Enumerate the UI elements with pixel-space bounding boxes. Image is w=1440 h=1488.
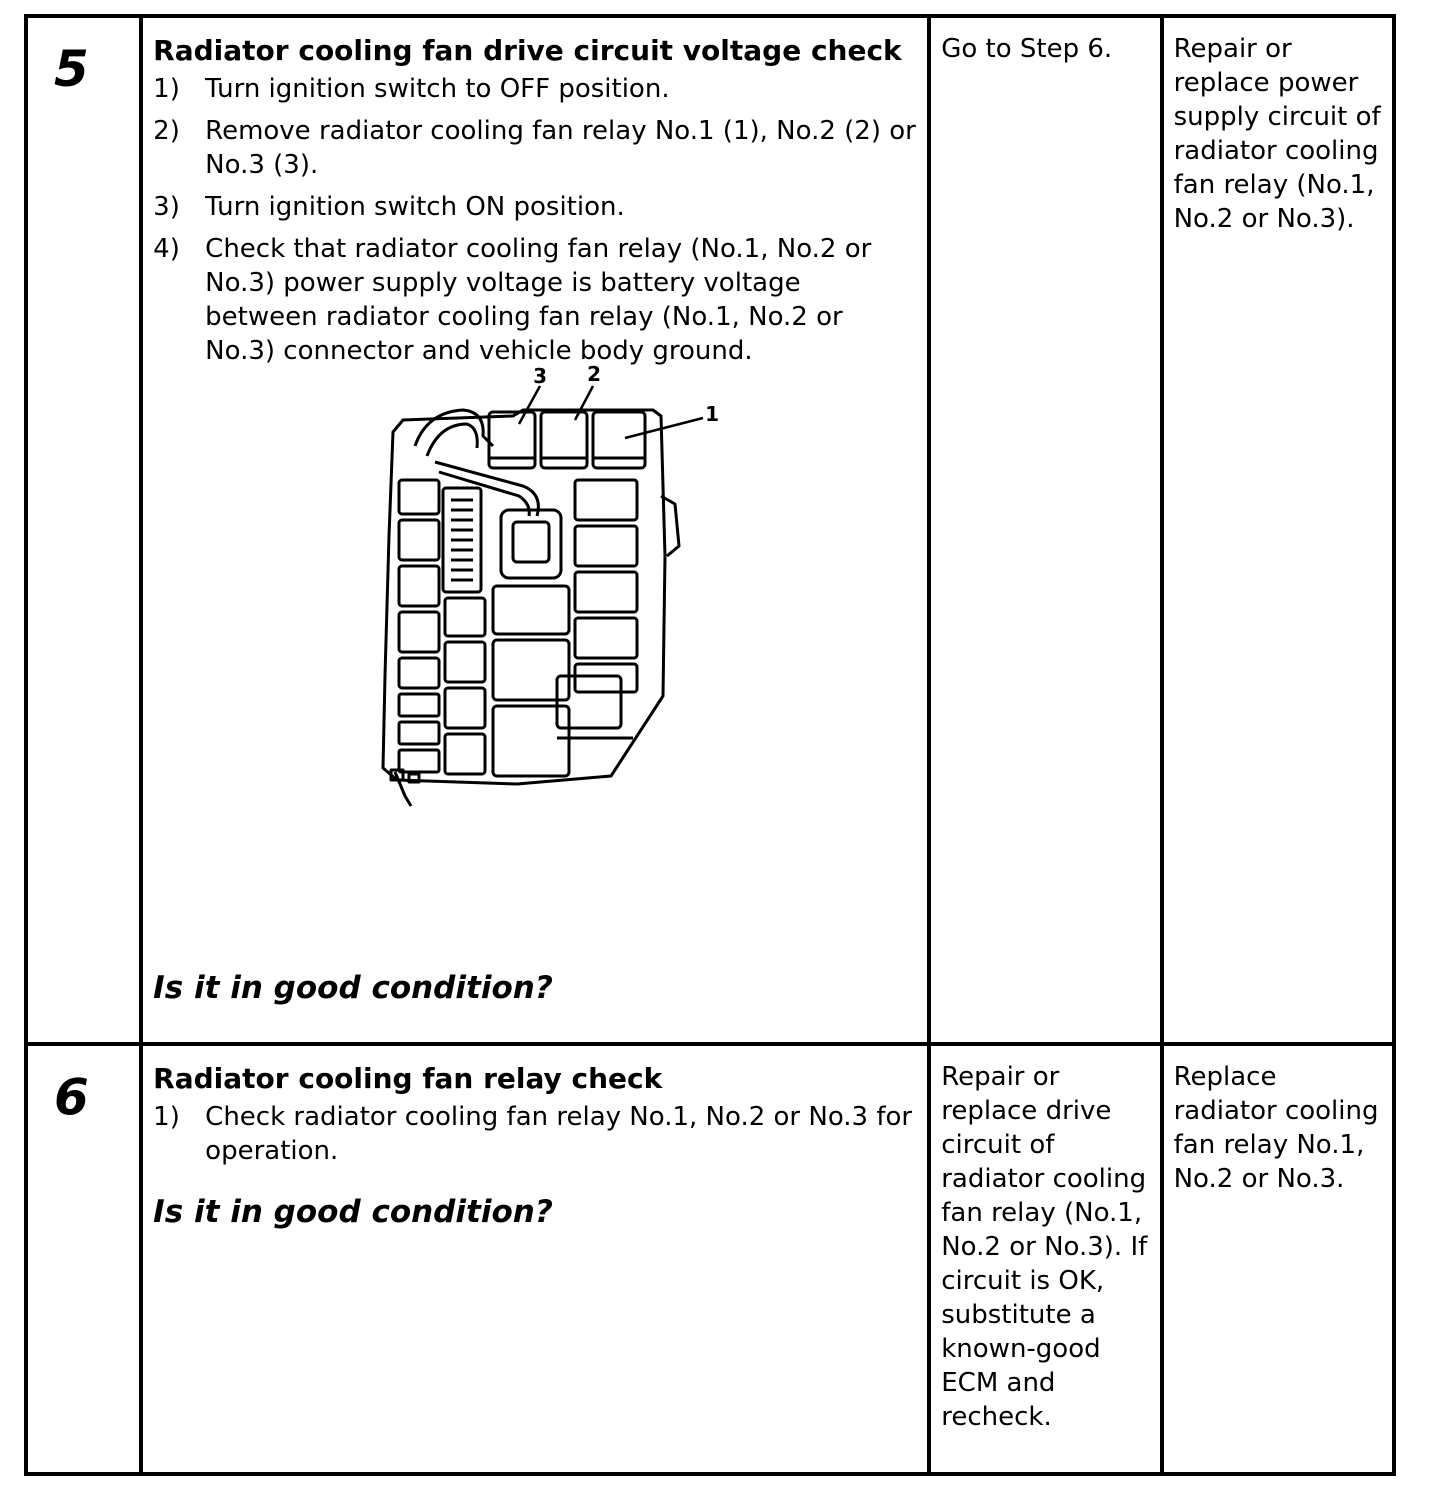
- no-result: Replace radiator cooling fan relay No.1, No.2 or No.3.: [1173, 1062, 1379, 1194]
- item-number: 2): [153, 116, 180, 146]
- condition-question: Is it in good condition?: [153, 970, 553, 1006]
- condition-question: Is it in good condition?: [153, 1194, 553, 1230]
- step-number: 6: [54, 1068, 89, 1126]
- relay-box-drawing: [343, 376, 743, 836]
- step-number: 5: [54, 40, 89, 98]
- diagnostic-procedure-table: [24, 14, 1396, 1476]
- item-number: 4): [153, 234, 180, 264]
- list-item: [153, 1100, 917, 1168]
- yes-cell: [929, 16, 1161, 1044]
- instruction-list: [153, 72, 917, 368]
- step-number-cell: [26, 1044, 141, 1474]
- table-row: [26, 16, 1394, 1044]
- callout-relay-3: 3: [533, 364, 548, 388]
- list-item: [153, 72, 917, 106]
- relay-box-diagram: [343, 362, 743, 836]
- item-text: Turn ignition switch to OFF position.: [205, 74, 670, 104]
- action-cell: [141, 1044, 929, 1474]
- instruction-list: [153, 1100, 917, 1168]
- callout-relay-2: 2: [587, 362, 602, 386]
- item-text: Check radiator cooling fan relay No.1, No.2 or No.3 for operation.: [205, 1102, 913, 1166]
- item-number: 1): [153, 74, 180, 104]
- no-result: Repair or replace power supply circuit of radiator cooling fan relay (No.1, No.2 or No.3).: [1173, 34, 1381, 234]
- action-cell: [141, 16, 929, 1044]
- list-item: [153, 232, 917, 368]
- table-row: [26, 1044, 1394, 1474]
- yes-result: Go to Step 6.: [941, 34, 1113, 64]
- list-item: [153, 114, 917, 182]
- list-item: [153, 190, 917, 224]
- step-number-cell: [26, 16, 141, 1044]
- item-number: 3): [153, 192, 180, 222]
- item-number: 1): [153, 1102, 180, 1132]
- item-text: Check that radiator cooling fan relay (No.1, No.2 or No.3) power supply voltage is battery voltage between radiator cooling fan relay (No.1, No.2 or No.3) connector and vehicle body ground.: [205, 234, 872, 366]
- yes-cell: [929, 1044, 1161, 1474]
- item-text: Remove radiator cooling fan relay No.1 (1), No.2 (2) or No.3 (3).: [205, 116, 916, 180]
- no-cell: [1162, 1044, 1394, 1474]
- callout-relay-1: 1: [705, 402, 720, 426]
- yes-result: Repair or replace drive circuit of radiator cooling fan relay (No.1, No.2 or No.3). If circuit is OK, substitute a known-good ECM and recheck.: [941, 1062, 1148, 1432]
- step-title: Radiator cooling fan drive circuit voltage check: [153, 34, 902, 67]
- no-cell: [1162, 16, 1394, 1044]
- item-text: Turn ignition switch ON position.: [205, 192, 625, 222]
- step-title: Radiator cooling fan relay check: [153, 1062, 663, 1095]
